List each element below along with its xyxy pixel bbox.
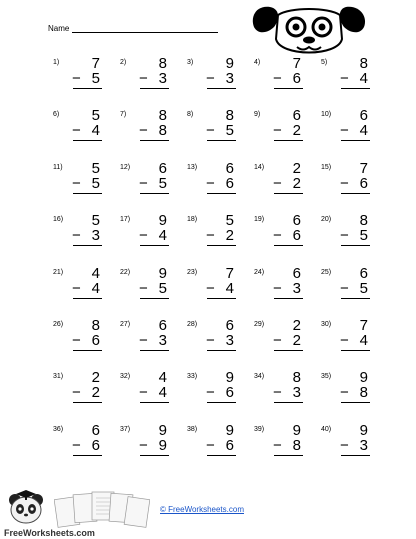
subtrahend: 3 <box>292 384 301 402</box>
puppy-face-icon <box>250 3 370 61</box>
subtrahend: 4 <box>359 122 368 140</box>
problem-number: 22) <box>120 268 131 276</box>
subtrahend-row <box>139 176 167 192</box>
problem-number: 32) <box>120 373 131 381</box>
minuend: 9 <box>158 264 167 282</box>
subtrahend-row <box>72 385 100 401</box>
minus-sign: − <box>273 384 282 402</box>
problem-number: 10) <box>321 111 332 119</box>
answer-line <box>274 193 303 194</box>
subtrahend-row <box>206 176 234 192</box>
problem-item <box>48 161 115 213</box>
subtrahend: 3 <box>158 70 167 87</box>
answer-line <box>341 245 370 246</box>
answer-line <box>341 88 370 89</box>
problem-item <box>249 213 316 265</box>
minuend: 6 <box>225 316 234 334</box>
minuend: 9 <box>359 421 368 439</box>
minus-sign: − <box>139 436 148 454</box>
minuend: 4 <box>91 264 100 282</box>
minus-sign: − <box>72 436 81 454</box>
minus-sign: − <box>139 331 148 349</box>
answer-line <box>73 402 102 403</box>
subtrahend: 2 <box>225 227 234 245</box>
answer-line <box>341 140 370 141</box>
problem-item <box>115 318 182 370</box>
problem-item <box>115 423 182 475</box>
subtrahend: 5 <box>158 279 167 297</box>
subtrahend-row <box>72 71 100 87</box>
answer-line <box>274 140 303 141</box>
minuend: 2 <box>292 159 301 177</box>
minuend: 5 <box>91 212 100 230</box>
subtrahend-row <box>72 281 100 297</box>
subtrahend-row <box>273 333 301 349</box>
subtrahend: 5 <box>225 122 234 140</box>
minus-sign: − <box>340 227 349 245</box>
answer-line <box>73 455 102 456</box>
minuend: 6 <box>359 107 368 125</box>
problem-item <box>316 318 383 370</box>
problem-number: 13) <box>187 163 198 171</box>
minus-sign: − <box>139 70 148 87</box>
subtrahend: 5 <box>91 70 100 87</box>
subtrahend: 5 <box>359 279 368 297</box>
minuend: 2 <box>292 316 301 334</box>
subtrahend: 4 <box>158 227 167 245</box>
subtrahend-row <box>340 281 368 297</box>
answer-line <box>341 193 370 194</box>
minuend: 9 <box>225 55 234 72</box>
name-label: Name <box>48 24 70 33</box>
answer-line <box>341 350 370 351</box>
minus-sign: − <box>273 70 282 87</box>
subtrahend: 6 <box>359 174 368 192</box>
problem-item <box>182 266 249 318</box>
problem-number: 28) <box>187 320 198 328</box>
problem-number: 2) <box>120 59 127 66</box>
subtrahend-row <box>206 385 234 401</box>
subtrahend: 4 <box>91 122 100 140</box>
problem-item <box>48 370 115 422</box>
problem-item <box>249 108 316 160</box>
answer-line <box>274 350 303 351</box>
problem-item <box>249 56 316 108</box>
subtrahend-row <box>72 438 100 454</box>
subtrahend-row <box>340 385 368 401</box>
subtrahend-row <box>206 438 234 454</box>
subtrahend: 8 <box>158 122 167 140</box>
minus-sign: − <box>72 384 81 402</box>
answer-line <box>274 88 303 89</box>
subtrahend-row <box>273 281 301 297</box>
answer-line <box>274 298 303 299</box>
minus-sign: − <box>206 227 215 245</box>
subtrahend-row <box>72 333 100 349</box>
subtrahend: 6 <box>225 436 234 454</box>
minuend: 8 <box>158 55 167 72</box>
subtrahend-row <box>273 385 301 401</box>
problem-item <box>115 266 182 318</box>
minus-sign: − <box>340 279 349 297</box>
answer-line <box>207 88 236 89</box>
problem-number: 18) <box>187 216 198 224</box>
problem-number: 7) <box>120 111 127 119</box>
minuend: 8 <box>359 55 368 72</box>
problem-number: 35) <box>321 373 332 381</box>
minus-sign: − <box>206 122 215 140</box>
subtrahend-row <box>72 176 100 192</box>
minus-sign: − <box>206 384 215 402</box>
subtrahend: 6 <box>225 384 234 402</box>
subtrahend-row <box>72 228 100 244</box>
answer-line <box>341 455 370 456</box>
minuend: 6 <box>292 264 301 282</box>
minus-sign: − <box>72 70 81 87</box>
problem-number: 29) <box>254 320 265 328</box>
minus-sign: − <box>139 122 148 140</box>
problem-item <box>48 318 115 370</box>
problem-number: 40) <box>321 425 332 433</box>
subtrahend: 9 <box>158 436 167 454</box>
subtrahend-row <box>206 333 234 349</box>
problem-item <box>48 56 115 108</box>
subtrahend-row <box>139 333 167 349</box>
minuend: 9 <box>292 421 301 439</box>
problem-number: 5) <box>321 59 328 66</box>
answer-line <box>207 350 236 351</box>
subtrahend: 4 <box>91 279 100 297</box>
answer-line <box>140 140 169 141</box>
subtrahend: 3 <box>225 70 234 87</box>
subtrahend-row <box>340 71 368 87</box>
minus-sign: − <box>139 279 148 297</box>
problem-number: 36) <box>53 425 64 433</box>
answer-line <box>207 455 236 456</box>
minus-sign: − <box>340 174 349 192</box>
minuend: 6 <box>158 316 167 334</box>
answer-line <box>73 245 102 246</box>
subtrahend: 6 <box>292 70 301 87</box>
minus-sign: − <box>273 279 282 297</box>
subtrahend: 6 <box>225 174 234 192</box>
subtrahend-row <box>72 123 100 139</box>
answer-line <box>73 140 102 141</box>
problem-item <box>182 213 249 265</box>
subtrahend: 3 <box>225 331 234 349</box>
problem-item <box>182 108 249 160</box>
brand-label: FreeWorksheets.com <box>4 528 95 538</box>
problem-item <box>316 423 383 475</box>
subtrahend-row <box>206 71 234 87</box>
subtrahend: 2 <box>91 384 100 402</box>
subtrahend-row <box>139 438 167 454</box>
problem-number: 21) <box>53 268 64 276</box>
minus-sign: − <box>72 279 81 297</box>
problem-grid <box>48 56 374 475</box>
problem-item <box>115 370 182 422</box>
name-line <box>72 32 218 33</box>
answer-line <box>207 298 236 299</box>
answer-line <box>140 298 169 299</box>
minuend: 9 <box>225 369 234 387</box>
problem-number: 1) <box>53 59 60 66</box>
subtrahend-row <box>206 123 234 139</box>
minus-sign: − <box>340 122 349 140</box>
subtrahend-row <box>273 176 301 192</box>
problem-item <box>115 213 182 265</box>
subtrahend: 6 <box>91 436 100 454</box>
problem-number: 31) <box>53 373 64 381</box>
minuend: 5 <box>225 212 234 230</box>
minuend: 8 <box>225 107 234 125</box>
problem-item <box>316 161 383 213</box>
minus-sign: − <box>72 174 81 192</box>
minus-sign: − <box>206 174 215 192</box>
problem-number: 37) <box>120 425 131 433</box>
minus-sign: − <box>139 174 148 192</box>
problem-number: 17) <box>120 216 131 224</box>
subtrahend: 3 <box>292 279 301 297</box>
minuend: 6 <box>292 107 301 125</box>
minus-sign: − <box>340 331 349 349</box>
minus-sign: − <box>206 279 215 297</box>
answer-line <box>140 455 169 456</box>
problem-number: 38) <box>187 425 198 433</box>
answer-line <box>140 350 169 351</box>
minuend: 7 <box>359 316 368 334</box>
minuend: 6 <box>158 159 167 177</box>
answer-line <box>140 193 169 194</box>
problem-number: 30) <box>321 320 332 328</box>
problem-number: 6) <box>53 111 60 119</box>
answer-line <box>73 350 102 351</box>
subtrahend: 8 <box>359 384 368 402</box>
minuend: 6 <box>359 264 368 282</box>
answer-line <box>73 88 102 89</box>
problem-number: 9) <box>254 111 261 119</box>
subtrahend-row <box>340 176 368 192</box>
minus-sign: − <box>206 331 215 349</box>
problem-number: 16) <box>53 216 64 224</box>
problem-item <box>182 370 249 422</box>
problem-item <box>316 56 383 108</box>
answer-line <box>341 402 370 403</box>
minuend: 9 <box>359 369 368 387</box>
answer-line <box>341 298 370 299</box>
minuend: 9 <box>158 421 167 439</box>
problem-item <box>48 423 115 475</box>
problem-number: 4) <box>254 59 261 66</box>
problem-number: 20) <box>321 216 332 224</box>
minus-sign: − <box>340 436 349 454</box>
minus-sign: − <box>273 227 282 245</box>
subtrahend: 3 <box>359 436 368 454</box>
subtrahend-row <box>206 228 234 244</box>
answer-line <box>207 402 236 403</box>
answer-line <box>207 193 236 194</box>
copyright-link[interactable]: © FreeWorksheets.com <box>160 505 244 514</box>
problem-number: 27) <box>120 320 131 328</box>
minuend: 8 <box>292 369 301 387</box>
minus-sign: − <box>139 227 148 245</box>
subtrahend: 3 <box>91 227 100 245</box>
minus-sign: − <box>206 70 215 87</box>
subtrahend-row <box>139 385 167 401</box>
subtrahend: 4 <box>359 331 368 349</box>
problem-item <box>182 161 249 213</box>
subtrahend: 3 <box>158 331 167 349</box>
subtrahend: 5 <box>359 227 368 245</box>
minus-sign: − <box>72 227 81 245</box>
subtrahend: 2 <box>292 331 301 349</box>
minus-sign: − <box>273 436 282 454</box>
minuend: 4 <box>158 369 167 387</box>
problem-number: 19) <box>254 216 265 224</box>
minus-sign: − <box>72 122 81 140</box>
problem-item <box>316 266 383 318</box>
subtrahend-row <box>139 123 167 139</box>
name-field <box>48 24 218 34</box>
problem-number: 14) <box>254 163 265 171</box>
minuend: 7 <box>359 159 368 177</box>
subtrahend-row <box>273 123 301 139</box>
problem-item <box>182 318 249 370</box>
answer-line <box>73 193 102 194</box>
subtrahend: 4 <box>225 279 234 297</box>
minuend: 9 <box>225 421 234 439</box>
subtrahend: 4 <box>158 384 167 402</box>
subtrahend-row <box>340 333 368 349</box>
footer <box>0 488 416 539</box>
answer-line <box>140 402 169 403</box>
subtrahend: 4 <box>359 70 368 87</box>
minuend: 6 <box>292 212 301 230</box>
subtrahend: 6 <box>91 331 100 349</box>
minuend: 2 <box>91 369 100 387</box>
subtrahend-row <box>340 123 368 139</box>
problem-item <box>316 108 383 160</box>
problem-number: 15) <box>321 163 332 171</box>
problem-item <box>316 370 383 422</box>
problem-item <box>249 370 316 422</box>
minuend: 6 <box>225 159 234 177</box>
minuend: 7 <box>292 55 301 72</box>
problem-number: 33) <box>187 373 198 381</box>
problem-item <box>249 423 316 475</box>
problem-item <box>115 161 182 213</box>
problem-number: 12) <box>120 163 131 171</box>
answer-line <box>274 455 303 456</box>
problem-item <box>48 213 115 265</box>
problem-item <box>115 56 182 108</box>
problem-item <box>115 108 182 160</box>
minus-sign: − <box>273 174 282 192</box>
problem-item <box>182 423 249 475</box>
problem-item <box>182 56 249 108</box>
minus-sign: − <box>340 70 349 87</box>
minus-sign: − <box>206 436 215 454</box>
subtrahend-row <box>139 71 167 87</box>
subtrahend: 2 <box>292 122 301 140</box>
problem-number: 11) <box>53 163 63 171</box>
problem-number: 24) <box>254 268 265 276</box>
problem-number: 3) <box>187 59 194 66</box>
minus-sign: − <box>273 331 282 349</box>
problem-number: 8) <box>187 111 194 119</box>
subtrahend-row <box>139 228 167 244</box>
minuend: 5 <box>91 159 100 177</box>
minuend: 8 <box>91 316 100 334</box>
subtrahend-row <box>273 71 301 87</box>
problem-number: 39) <box>254 425 265 433</box>
subtrahend-row <box>273 228 301 244</box>
minuend: 5 <box>91 107 100 125</box>
subtrahend: 8 <box>292 436 301 454</box>
problem-item <box>48 108 115 160</box>
problem-item <box>249 318 316 370</box>
minuend: 9 <box>158 212 167 230</box>
problem-item <box>249 161 316 213</box>
subtrahend-row <box>206 281 234 297</box>
worksheet-thumbnails-icon <box>54 488 150 528</box>
subtrahend: 5 <box>158 174 167 192</box>
subtrahend: 2 <box>292 174 301 192</box>
subtrahend-row <box>340 438 368 454</box>
subtrahend-row <box>273 438 301 454</box>
problem-item <box>249 266 316 318</box>
problem-number: 25) <box>321 268 332 276</box>
answer-line <box>274 402 303 403</box>
answer-line <box>140 245 169 246</box>
answer-line <box>207 245 236 246</box>
problem-item <box>316 213 383 265</box>
minus-sign: − <box>139 384 148 402</box>
minuend: 7 <box>91 55 100 72</box>
minuend: 6 <box>91 421 100 439</box>
minuend: 8 <box>359 212 368 230</box>
answer-line <box>207 140 236 141</box>
problem-number: 23) <box>187 268 198 276</box>
subtrahend: 6 <box>292 227 301 245</box>
problem-item <box>48 266 115 318</box>
subtrahend-row <box>139 281 167 297</box>
minus-sign: − <box>72 331 81 349</box>
problem-number: 26) <box>53 320 64 328</box>
answer-line <box>73 298 102 299</box>
minuend: 8 <box>158 107 167 125</box>
answer-line <box>274 245 303 246</box>
minuend: 7 <box>225 264 234 282</box>
answer-line <box>140 88 169 89</box>
minus-sign: − <box>340 384 349 402</box>
panda-mascot-icon <box>6 490 46 524</box>
subtrahend-row <box>340 228 368 244</box>
problem-number: 34) <box>254 373 265 381</box>
minus-sign: − <box>273 122 282 140</box>
subtrahend: 5 <box>91 174 100 192</box>
